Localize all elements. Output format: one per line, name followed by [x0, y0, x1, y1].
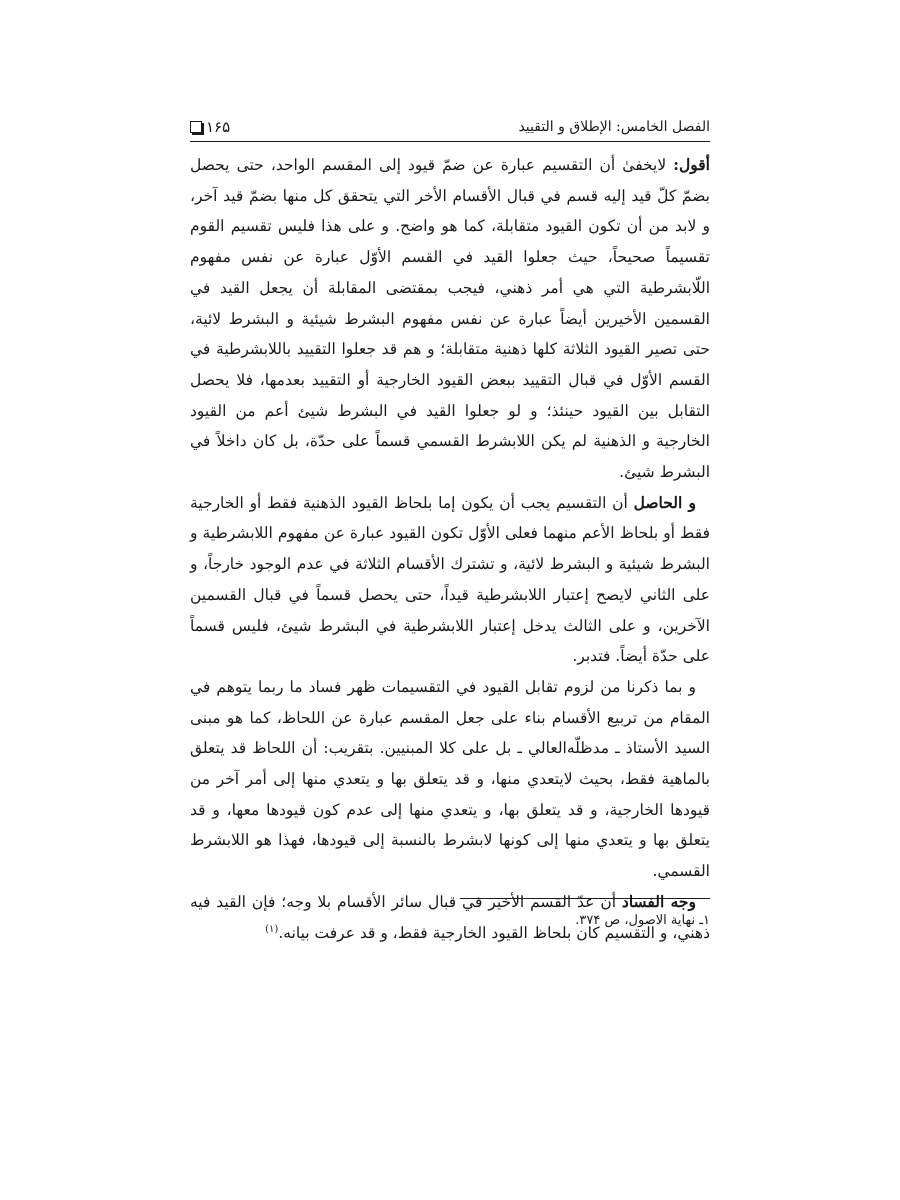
paragraph — [190, 488, 710, 672]
running-header — [190, 112, 710, 142]
square-icon — [190, 121, 202, 133]
paragraph — [190, 150, 710, 488]
chapter-title: الفصل الخامس: الإطلاق و التقييد — [518, 119, 710, 135]
paragraph-text: أن عدّ القسم الأخير في قبال سائر الأقسام بلا وجه؛ فإن القيد فيه ذهني، و التقسيم كان بلحاظ القيود الخارجية فقط، و قد عرفت بيانه. — [190, 892, 710, 942]
footnote: ١ـ نهاية الاصول، ص ٣٧۴. — [575, 913, 710, 928]
paragraph-lead: أقول: — [673, 155, 710, 174]
paragraph-lead: و الحاصل — [633, 492, 696, 512]
page-number — [190, 118, 230, 136]
footnote-divider — [460, 898, 710, 899]
main-text — [190, 150, 710, 948]
header-divider — [190, 141, 710, 142]
paragraph — [190, 672, 710, 887]
paragraph-text: لايخفىٰ أن التقسيم عبارة عن ضمّ قيود إلى المقسم الواحد، حتى يحصل بضمّ كلّ قيد إليه قسم في قبال الأقسام الأخر التي يتحقق كل منها بضمّ قيد آخر، و لابد من أن تكون القيود متقابلة، كما هو واضح. و على هذا فليس تقسيم القوم تقسيماً صحيحاً، حيث جعلوا القيد في القسم الأوّل عبارة عن نفس مفهوم اللّابشرطية التي هي أمر ذهني، فيجب بمقتضى المقابلة أن يجعل القيد في القسمين الأخيرين أيضاً عبارة عن نفس مفهوم البشرط شيئية و البشرط لائية، حتى تصير القيود الثلاثة كلها ذهنية متقابلة؛ و هم قد جعلوا التقييد باللابشرطية في القسم الأوّل في قبال التقييد ببعض القيود الخارجية أو التقييد بعدمها، فلا يحصل التقابل بين القيود حينئذ؛ و لو جعلوا القيد في البشرط شيئ أعم من القيود الخارجية و الذهنية لم يكن اللابشرط القسمي قسماً على حدّة، بل كان داخلاً في البشرط شيئ. — [190, 156, 710, 482]
footnote-reference[interactable]: (١) — [265, 923, 279, 935]
paragraph-text: و بما ذكرنا من لزوم تقابل القيود في التقسيمات ظهر فساد ما ربما يتوهم في المقام من تربيع الأقسام بناء على جعل المقسم عبارة عن اللحاظ، كما هو مبنى السيد الأستاذ ـ مدظلّه‌العالي ـ بل على كلا المبنيين. بتقريب: أن اللحاظ قد يتعلق بالماهية فقط، بحيث لايتعدي منها، و قد يتعلق بها و يتعدي منها إلى أمر آخر من قيودها الخارجية، و قد يتعلق بها، و يتعدي منها إلى عدم كون قيودها معها، و قد يتعلق بها و يتعدي منها إلى كونها لابشرط بالنسبة إلى قيودها، فهذا هو اللابشرط القسمي. — [190, 677, 710, 881]
page-number-value: ١۶۵ — [206, 118, 231, 136]
paragraph-text: أن التقسيم يجب أن يكون إما بلحاظ القيود الذهنية فقط أو الخارجية فقط أو بلحاظ الأعم منهما فعلى الأوّل تكون القيود عبارة عن مفهوم اللابشرطية و البشرط شيئية و البشرط لائية، و تشترك الأقسام الثلاثة في عدم الوجود خارجاً، و على الثاني لايصح إعتبار اللابشرطية قيداً، حتى يحصل قسماً في قبال القسمين الآخرين، و على الثالث يدخل إعتبار اللابشرطية في البشرط شيئ، فليس قسماً على حدّة أيضاً. فتدبر. — [190, 493, 710, 666]
paragraph-lead: وجه الفساد — [621, 891, 696, 911]
